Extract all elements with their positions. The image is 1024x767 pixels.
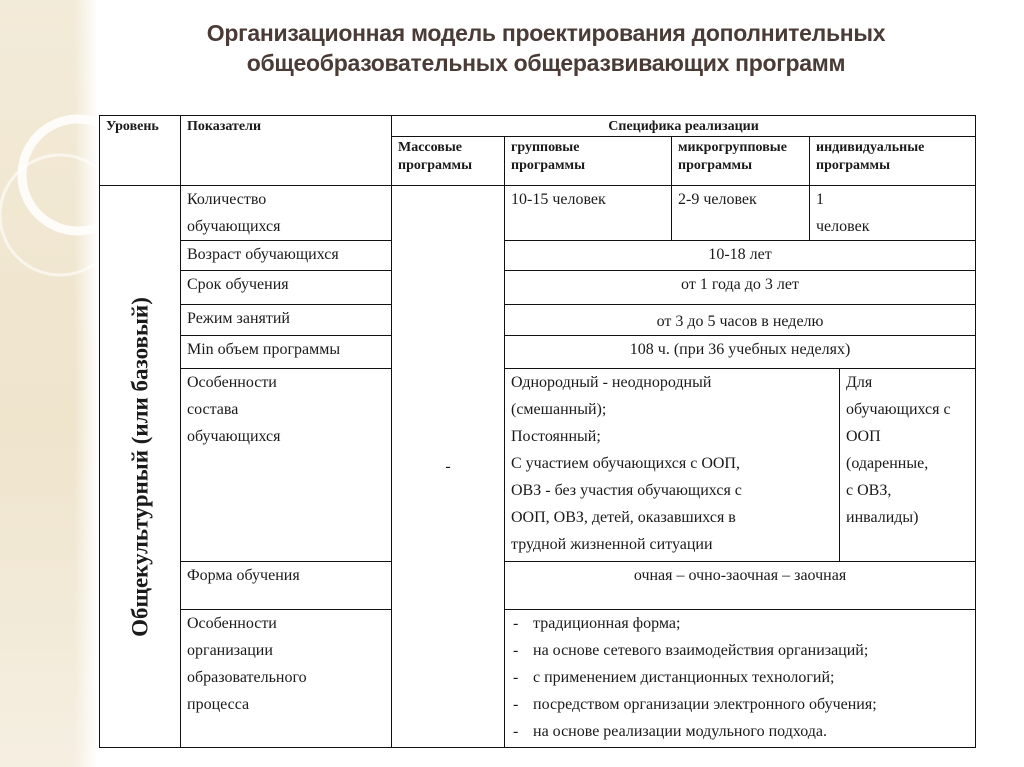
row-organization-label xyxy=(181,610,392,748)
header-indiv-line-1: индивидуальные xyxy=(816,140,925,155)
row-min-volume-label: Min объем программы xyxy=(181,336,392,369)
composition-main-line: Однородный - неоднородный xyxy=(511,374,712,391)
title-line-2: общеобразовательных общеразвивающих программ xyxy=(246,50,846,76)
composition-indiv-line: с ОВЗ, xyxy=(846,482,892,499)
row-composition-label xyxy=(181,369,392,562)
composition-main-line: С участием обучающихся с ООП, xyxy=(511,455,740,472)
organization-label-line: образовательного xyxy=(187,669,307,686)
row-form-label: Форма обучения xyxy=(181,562,392,610)
list-item: - традиционная форма; xyxy=(511,610,969,637)
term-value: от 1 года до 3 лет xyxy=(505,271,976,305)
composition-main-line: ООП, ОВЗ, детей, оказавшихся в xyxy=(511,509,736,526)
organization-label-line: процесса xyxy=(187,696,250,713)
header-indicators: Показатели xyxy=(181,116,392,186)
header-micro-line-1: микрогрупповые xyxy=(678,140,787,155)
composition-indiv-line: Для xyxy=(846,374,873,391)
row-term-label: Срок обучения xyxy=(181,271,392,305)
row-count-label xyxy=(181,186,392,241)
mode-value: от 3 до 5 часов в неделю xyxy=(505,305,976,336)
list-item: - посредством организации электронного обучения; xyxy=(511,691,969,718)
mass-programs-value: - xyxy=(392,186,505,748)
composition-label-line-3: обучающихся xyxy=(187,428,281,445)
composition-main-line: Постоянный; xyxy=(511,428,601,445)
row-age-label: Возраст обучающихся xyxy=(181,241,392,271)
count-micro-value: 2-9 человек xyxy=(672,186,810,241)
header-individual-programs xyxy=(810,137,976,186)
composition-main-line: трудной жизненной ситуации xyxy=(511,536,713,553)
count-indiv-line-1: 1 xyxy=(816,191,824,208)
organization-list xyxy=(511,610,969,745)
count-indiv-line-2: человек xyxy=(816,218,870,235)
count-indiv-value xyxy=(810,186,976,241)
row-mode-label: Режим занятий xyxy=(181,305,392,336)
header-group-programs xyxy=(505,137,672,186)
count-group-value: 10-15 человек xyxy=(505,186,672,241)
min-volume-value: 108 ч. (при 36 учебных неделях) xyxy=(505,336,976,369)
count-label-line-2: обучающихся xyxy=(187,218,281,235)
header-mass-line-2: программы xyxy=(398,158,472,173)
header-micro-programs xyxy=(672,137,810,186)
form-value: очная – очно-заочная – заочная xyxy=(505,562,976,610)
level-cell xyxy=(100,186,181,748)
composition-label-line-1: Особенности xyxy=(187,374,277,391)
count-label-line-1: Количество xyxy=(187,191,267,208)
header-group-line-1: групповые xyxy=(511,140,580,155)
title-line-1: Организационная модель проектирования дополнительных xyxy=(206,20,886,46)
organization-value xyxy=(505,610,976,748)
organization-label-line: организации xyxy=(187,642,273,659)
header-mass-programs xyxy=(392,137,505,186)
composition-indiv-line: (одаренные, xyxy=(846,455,929,472)
list-item: - с применением дистанционных технологий; xyxy=(511,664,969,691)
list-item: - на основе реализации модульного подхода. xyxy=(511,718,969,745)
page-title xyxy=(96,18,996,78)
organizational-model-table xyxy=(99,115,976,748)
composition-main-line: (смешанный); xyxy=(511,401,607,418)
header-specifics: Специфика реализации xyxy=(392,116,976,137)
header-micro-line-2: программы xyxy=(678,158,752,173)
composition-label-line-2: состава xyxy=(187,401,239,418)
composition-main-line: ОВЗ - без участия обучающихся с xyxy=(511,482,742,499)
composition-indiv-line: инвалиды) xyxy=(846,509,919,526)
organization-label-line: Особенности xyxy=(187,615,277,632)
list-item: - на основе сетевого взаимодействия организаций; xyxy=(511,637,969,664)
composition-indiv-value xyxy=(840,369,976,562)
decorative-circles xyxy=(0,0,110,330)
header-mass-line-1: Массовые xyxy=(398,140,462,155)
composition-indiv-line: обучающихся с xyxy=(846,401,951,418)
composition-indiv-line: ООП xyxy=(846,428,881,445)
header-level: Уровень xyxy=(100,116,181,186)
header-group-line-2: программы xyxy=(511,158,585,173)
header-indiv-line-2: программы xyxy=(816,158,890,173)
level-label: Общекультурный (или базовый) xyxy=(127,296,153,637)
age-value: 10-18 лет xyxy=(505,241,976,271)
composition-main-value xyxy=(505,369,840,562)
